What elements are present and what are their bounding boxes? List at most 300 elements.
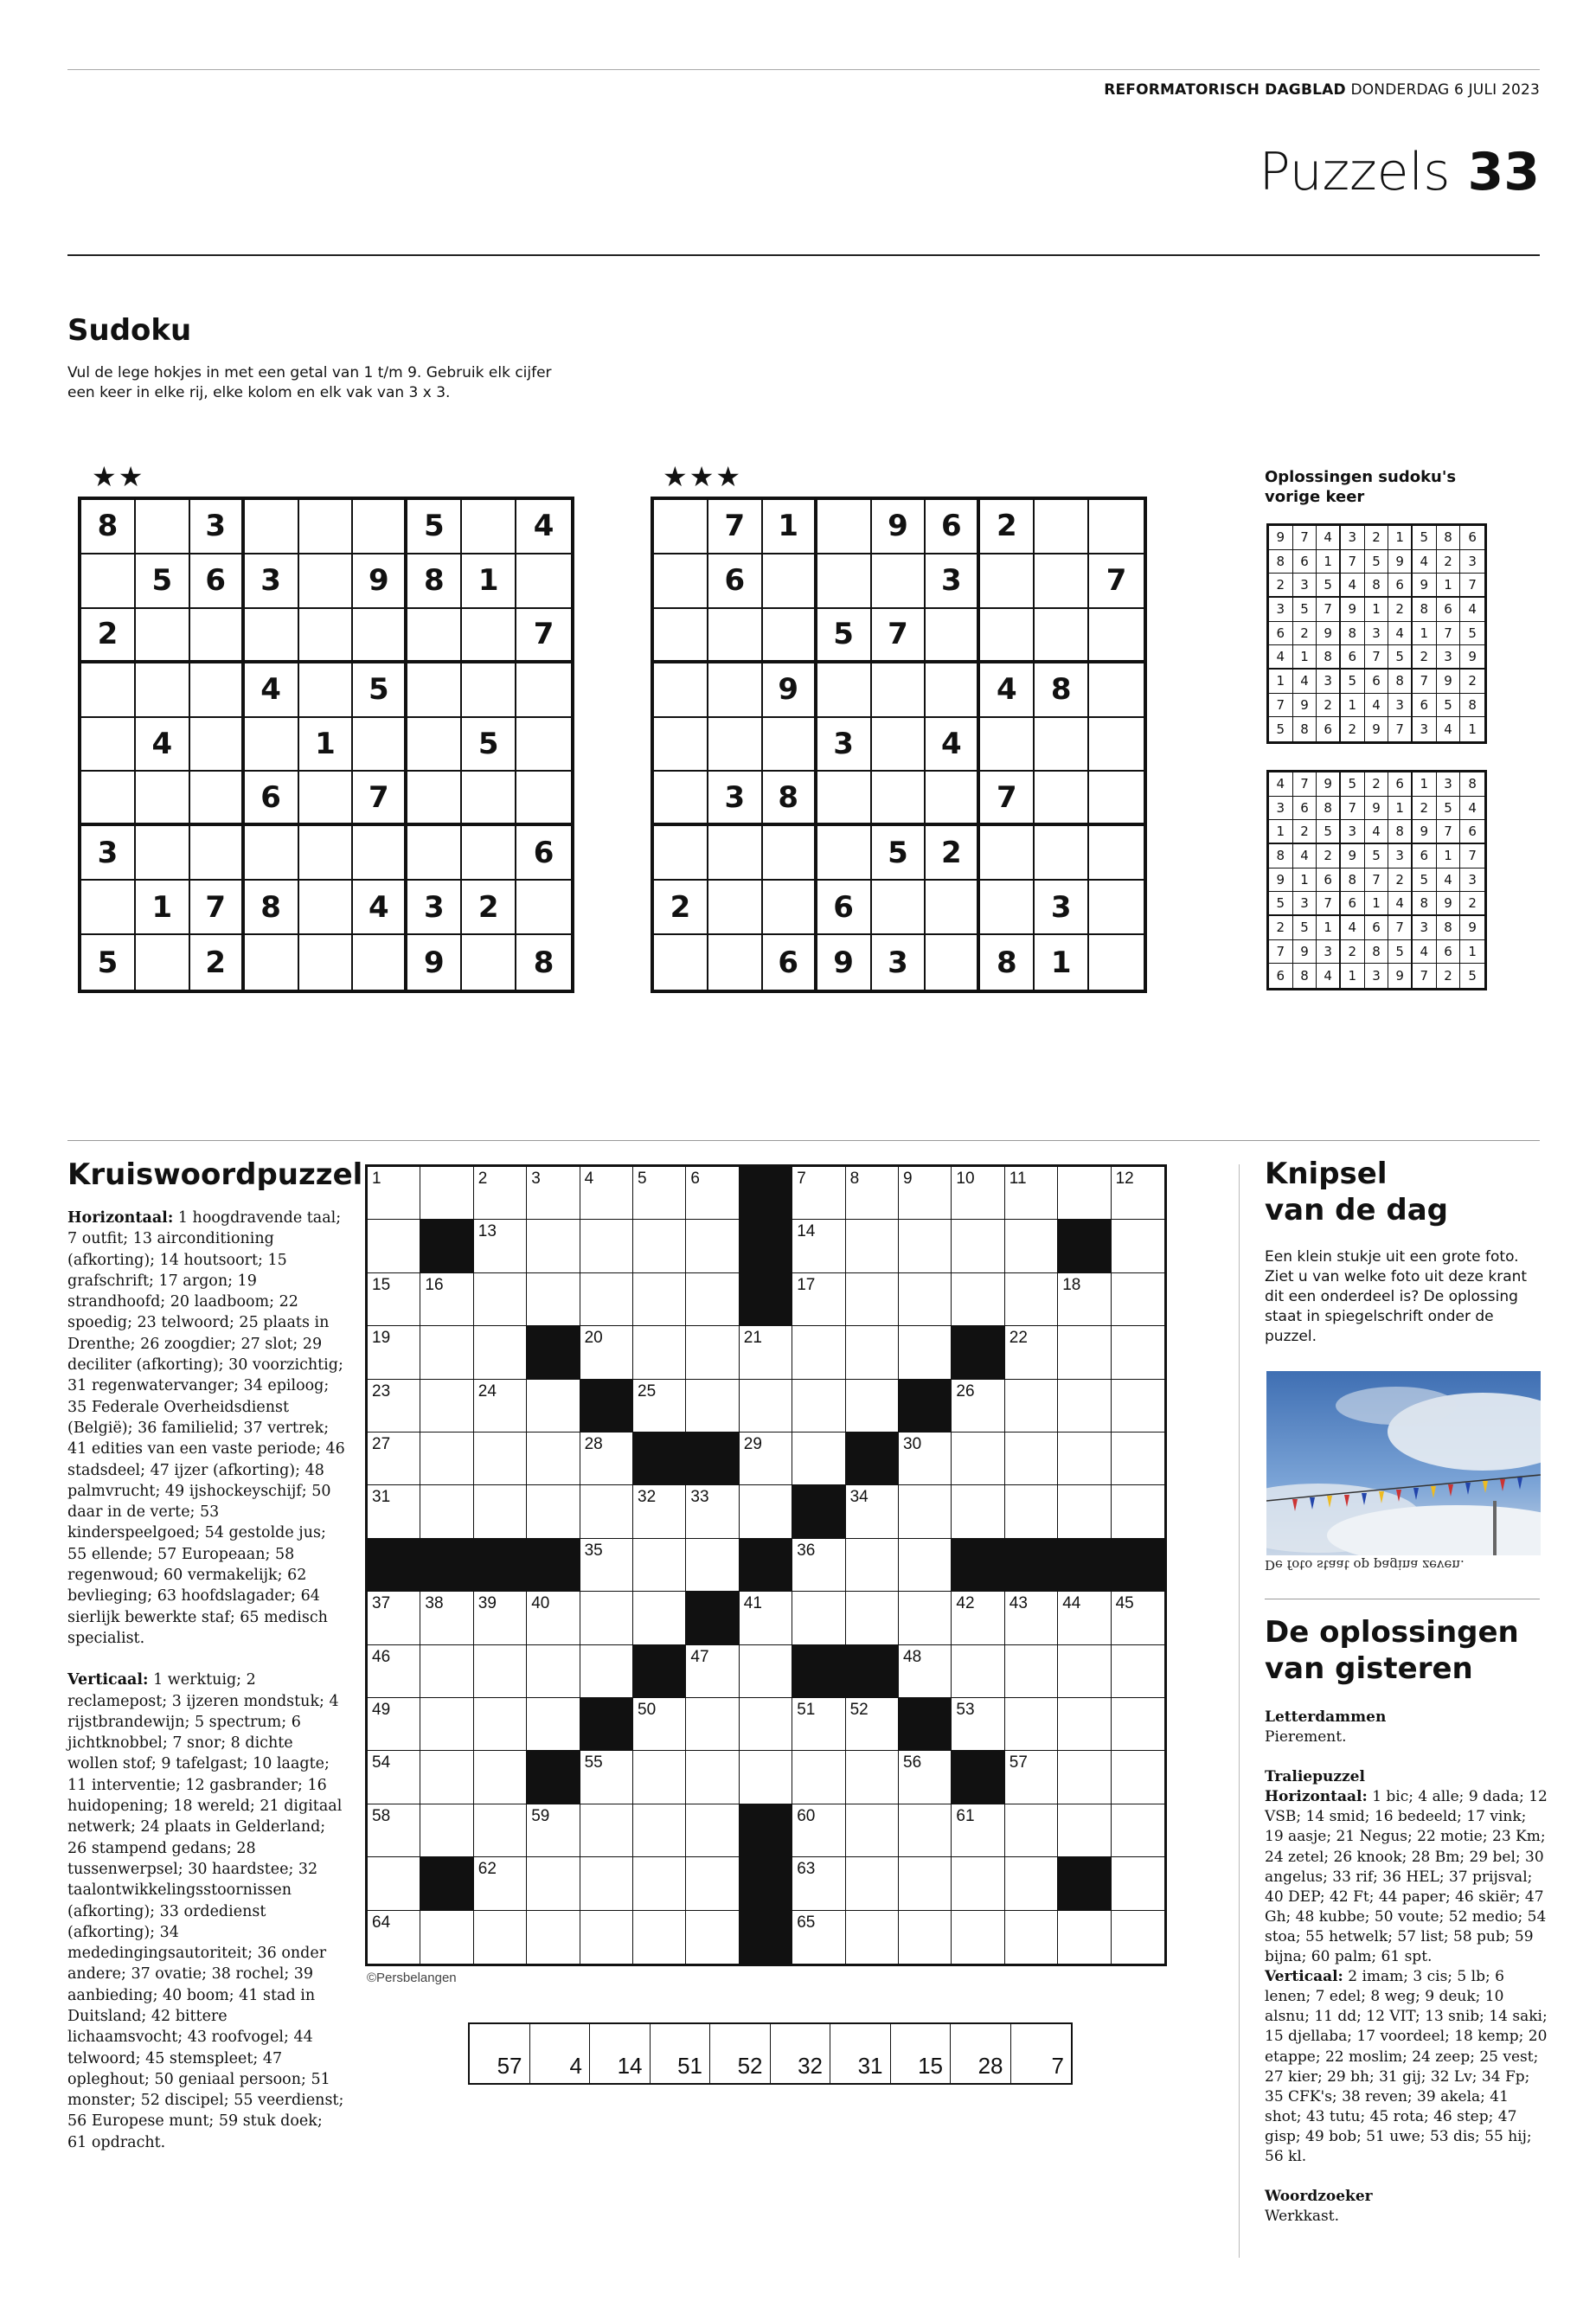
crossword-cell[interactable] <box>846 1857 899 1910</box>
crossword-cell[interactable] <box>368 1380 420 1433</box>
crossword-cell[interactable] <box>1058 1326 1111 1379</box>
sudoku1-cell[interactable] <box>462 772 516 826</box>
crossword-cell[interactable] <box>740 1645 792 1698</box>
crossword-cell[interactable] <box>1058 1645 1111 1698</box>
crossword-cell[interactable] <box>527 1645 580 1698</box>
sudoku2-cell[interactable] <box>654 772 708 826</box>
crossword-cell[interactable] <box>474 1326 527 1379</box>
crossword-cell[interactable] <box>1005 1220 1058 1272</box>
sudoku1-cell[interactable] <box>407 609 462 663</box>
crossword-cell[interactable] <box>368 1645 420 1698</box>
crossword-cell[interactable] <box>633 1485 686 1538</box>
crossword-cell[interactable] <box>420 1380 473 1433</box>
sudoku1-cell[interactable] <box>245 935 299 990</box>
crossword-cell[interactable] <box>580 1167 633 1220</box>
crossword-cell[interactable] <box>474 1273 527 1326</box>
sudoku1-cell[interactable] <box>190 772 245 826</box>
sudoku1-cell[interactable] <box>462 826 516 881</box>
solution-word-cell[interactable] <box>470 2024 530 2083</box>
sudoku1-cell[interactable] <box>299 500 354 554</box>
crossword-cell[interactable] <box>527 1433 580 1485</box>
crossword-cell[interactable] <box>368 1698 420 1751</box>
crossword-cell[interactable] <box>899 1167 952 1220</box>
crossword-cell[interactable] <box>474 1380 527 1433</box>
sudoku2-cell[interactable] <box>708 935 763 990</box>
crossword-cell[interactable] <box>474 1167 527 1220</box>
sudoku1-cell[interactable] <box>353 500 407 554</box>
crossword-cell[interactable] <box>792 1698 845 1751</box>
sudoku1-cell[interactable] <box>136 935 190 990</box>
sudoku1-cell[interactable] <box>299 826 354 881</box>
crossword-cell[interactable] <box>1058 1167 1111 1220</box>
crossword-cell[interactable] <box>686 1911 739 1964</box>
crossword-cell[interactable] <box>633 1857 686 1910</box>
crossword-cell[interactable] <box>792 1592 845 1644</box>
crossword-cell[interactable] <box>1112 1592 1164 1644</box>
sudoku1-cell[interactable] <box>81 718 136 772</box>
sudoku2-cell[interactable] <box>654 554 708 609</box>
sudoku2-cell[interactable] <box>980 718 1035 772</box>
sudoku1-cell[interactable] <box>245 718 299 772</box>
crossword-cell[interactable] <box>740 1698 792 1751</box>
sudoku2-cell[interactable] <box>872 718 926 772</box>
crossword-cell[interactable] <box>846 1167 899 1220</box>
sudoku1-cell[interactable] <box>299 881 354 935</box>
crossword-cell[interactable] <box>952 1220 1004 1272</box>
crossword-cell[interactable] <box>420 1433 473 1485</box>
crossword-cell[interactable] <box>580 1911 633 1964</box>
crossword-cell[interactable] <box>527 1804 580 1857</box>
crossword-cell[interactable] <box>474 1592 527 1644</box>
crossword-cell[interactable] <box>686 1751 739 1804</box>
crossword-cell[interactable] <box>633 1804 686 1857</box>
sudoku1-cell[interactable] <box>190 609 245 663</box>
sudoku1-cell[interactable] <box>136 772 190 826</box>
crossword-cell[interactable] <box>580 1220 633 1272</box>
sudoku1-cell[interactable] <box>81 663 136 718</box>
crossword-cell[interactable] <box>686 1485 739 1538</box>
solution-word-cell[interactable] <box>710 2024 771 2083</box>
crossword-cell[interactable] <box>1112 1167 1164 1220</box>
crossword-cell[interactable] <box>580 1592 633 1644</box>
crossword-cell[interactable] <box>952 1273 1004 1326</box>
sudoku1-cell[interactable] <box>245 826 299 881</box>
crossword-cell[interactable] <box>474 1751 527 1804</box>
sudoku1-cell[interactable] <box>190 663 245 718</box>
crossword-cell[interactable] <box>1058 1592 1111 1644</box>
crossword-cell[interactable] <box>792 1380 845 1433</box>
sudoku1-cell[interactable] <box>299 935 354 990</box>
crossword-cell[interactable] <box>633 1326 686 1379</box>
crossword-cell[interactable] <box>792 1167 845 1220</box>
sudoku2-cell[interactable] <box>763 826 817 881</box>
crossword-cell[interactable] <box>1058 1433 1111 1485</box>
crossword-cell[interactable] <box>1058 1911 1111 1964</box>
crossword-cell[interactable] <box>368 1751 420 1804</box>
crossword-cell[interactable] <box>633 1220 686 1272</box>
crossword-cell[interactable] <box>686 1698 739 1751</box>
sudoku1-cell[interactable] <box>299 772 354 826</box>
crossword-cell[interactable] <box>1058 1698 1111 1751</box>
crossword-cell[interactable] <box>846 1326 899 1379</box>
sudoku2-cell[interactable] <box>1035 718 1089 772</box>
sudoku2-cell[interactable] <box>926 772 980 826</box>
crossword-cell[interactable] <box>1112 1220 1164 1272</box>
sudoku1-cell[interactable] <box>81 881 136 935</box>
sudoku1-cell[interactable] <box>516 663 571 718</box>
crossword-cell[interactable] <box>1058 1804 1111 1857</box>
crossword-cell[interactable] <box>420 1804 473 1857</box>
sudoku2-cell[interactable] <box>1035 609 1089 663</box>
crossword-cell[interactable] <box>474 1857 527 1910</box>
sudoku-grid-2[interactable] <box>651 497 1147 993</box>
crossword-cell[interactable] <box>1058 1273 1111 1326</box>
crossword-cell[interactable] <box>368 1485 420 1538</box>
solution-word-cell[interactable] <box>891 2024 952 2083</box>
sudoku1-cell[interactable] <box>516 554 571 609</box>
crossword-cell[interactable] <box>899 1485 952 1538</box>
crossword-cell[interactable] <box>368 1592 420 1644</box>
sudoku2-cell[interactable] <box>708 881 763 935</box>
crossword-cell[interactable] <box>740 1751 792 1804</box>
sudoku1-cell[interactable] <box>299 609 354 663</box>
crossword-cell[interactable] <box>686 1273 739 1326</box>
sudoku-grid-1[interactable] <box>78 497 574 993</box>
sudoku2-cell[interactable] <box>654 718 708 772</box>
crossword-cell[interactable] <box>1112 1380 1164 1433</box>
sudoku2-cell[interactable] <box>654 663 708 718</box>
crossword-cell[interactable] <box>527 1857 580 1910</box>
solution-word-cell[interactable] <box>1011 2024 1072 2083</box>
sudoku2-cell[interactable] <box>654 500 708 554</box>
sudoku1-cell[interactable] <box>245 500 299 554</box>
crossword-cell[interactable] <box>580 1857 633 1910</box>
crossword-cell[interactable] <box>846 1220 899 1272</box>
sudoku1-cell[interactable] <box>407 718 462 772</box>
sudoku1-cell[interactable] <box>407 826 462 881</box>
crossword-cell[interactable] <box>474 1433 527 1485</box>
crossword-cell[interactable] <box>368 1857 420 1910</box>
sudoku1-cell[interactable] <box>516 881 571 935</box>
crossword-cell[interactable] <box>633 1273 686 1326</box>
crossword-cell[interactable] <box>633 1539 686 1592</box>
crossword-cell[interactable] <box>1005 1380 1058 1433</box>
crossword-cell[interactable] <box>846 1751 899 1804</box>
sudoku1-cell[interactable] <box>190 826 245 881</box>
sudoku1-cell[interactable] <box>245 609 299 663</box>
crossword-cell[interactable] <box>686 1539 739 1592</box>
crossword-cell[interactable] <box>633 1698 686 1751</box>
crossword-cell[interactable] <box>1112 1751 1164 1804</box>
crossword-cell[interactable] <box>740 1433 792 1485</box>
crossword-cell[interactable] <box>686 1380 739 1433</box>
crossword-cell[interactable] <box>580 1539 633 1592</box>
crossword-cell[interactable] <box>740 1380 792 1433</box>
sudoku2-cell[interactable] <box>654 826 708 881</box>
sudoku2-cell[interactable] <box>872 772 926 826</box>
solution-word-cell[interactable] <box>771 2024 831 2083</box>
sudoku1-cell[interactable] <box>136 826 190 881</box>
crossword-cell[interactable] <box>846 1485 899 1538</box>
crossword-cell[interactable] <box>686 1167 739 1220</box>
solution-word-cell[interactable] <box>590 2024 651 2083</box>
crossword-cell[interactable] <box>527 1273 580 1326</box>
crossword-cell[interactable] <box>952 1380 1004 1433</box>
sudoku2-cell[interactable] <box>926 881 980 935</box>
sudoku1-cell[interactable] <box>407 772 462 826</box>
crossword-cell[interactable] <box>1058 1751 1111 1804</box>
crossword-cell[interactable] <box>527 1380 580 1433</box>
crossword-cell[interactable] <box>792 1804 845 1857</box>
crossword-cell[interactable] <box>420 1167 473 1220</box>
crossword-cell[interactable] <box>952 1911 1004 1964</box>
crossword-cell[interactable] <box>420 1645 473 1698</box>
crossword-cell[interactable] <box>1112 1273 1164 1326</box>
crossword-cell[interactable] <box>474 1485 527 1538</box>
sudoku1-cell[interactable] <box>136 609 190 663</box>
crossword-cell[interactable] <box>633 1592 686 1644</box>
solution-word-cell[interactable] <box>830 2024 891 2083</box>
sudoku2-cell[interactable] <box>654 935 708 990</box>
sudoku2-cell[interactable] <box>926 609 980 663</box>
sudoku2-cell[interactable] <box>1089 500 1144 554</box>
crossword-cell[interactable] <box>792 1433 845 1485</box>
sudoku2-cell[interactable] <box>763 554 817 609</box>
sudoku2-cell[interactable] <box>817 663 872 718</box>
crossword-cell[interactable] <box>1005 1433 1058 1485</box>
sudoku1-cell[interactable] <box>81 554 136 609</box>
sudoku2-cell[interactable] <box>872 881 926 935</box>
crossword-cell[interactable] <box>846 1539 899 1592</box>
crossword-cell[interactable] <box>899 1273 952 1326</box>
sudoku2-cell[interactable] <box>980 881 1035 935</box>
crossword-cell[interactable] <box>952 1592 1004 1644</box>
crossword-cell[interactable] <box>633 1167 686 1220</box>
crossword-cell[interactable] <box>368 1804 420 1857</box>
solution-word-cell[interactable] <box>651 2024 711 2083</box>
solution-word-cell[interactable] <box>951 2024 1011 2083</box>
sudoku1-cell[interactable] <box>353 718 407 772</box>
crossword-cell[interactable] <box>1112 1911 1164 1964</box>
sudoku2-cell[interactable] <box>980 554 1035 609</box>
crossword-cell[interactable] <box>899 1220 952 1272</box>
crossword-cell[interactable] <box>899 1433 952 1485</box>
crossword-cell[interactable] <box>420 1592 473 1644</box>
sudoku1-cell[interactable] <box>299 663 354 718</box>
crossword-cell[interactable] <box>420 1485 473 1538</box>
crossword-cell[interactable] <box>527 1911 580 1964</box>
crossword-cell[interactable] <box>952 1645 1004 1698</box>
crossword-cell[interactable] <box>899 1911 952 1964</box>
crossword-cell[interactable] <box>1058 1485 1111 1538</box>
sudoku2-cell[interactable] <box>1035 554 1089 609</box>
crossword-cell[interactable] <box>474 1698 527 1751</box>
crossword-cell[interactable] <box>580 1433 633 1485</box>
crossword-cell[interactable] <box>580 1645 633 1698</box>
sudoku2-cell[interactable] <box>1089 718 1144 772</box>
crossword-cell[interactable] <box>899 1326 952 1379</box>
sudoku2-cell[interactable] <box>708 663 763 718</box>
sudoku1-cell[interactable] <box>462 500 516 554</box>
crossword-cell[interactable] <box>899 1592 952 1644</box>
crossword-cell[interactable] <box>1005 1751 1058 1804</box>
crossword-cell[interactable] <box>1005 1804 1058 1857</box>
sudoku1-cell[interactable] <box>136 663 190 718</box>
crossword-cell[interactable] <box>474 1804 527 1857</box>
crossword-cell[interactable] <box>527 1592 580 1644</box>
crossword-cell[interactable] <box>792 1273 845 1326</box>
sudoku1-cell[interactable] <box>353 609 407 663</box>
crossword-grid[interactable] <box>365 1164 1167 1966</box>
crossword-cell[interactable] <box>792 1857 845 1910</box>
crossword-cell[interactable] <box>792 1751 845 1804</box>
sudoku2-cell[interactable] <box>872 554 926 609</box>
sudoku2-cell[interactable] <box>817 826 872 881</box>
crossword-cell[interactable] <box>527 1698 580 1751</box>
crossword-cell[interactable] <box>1005 1326 1058 1379</box>
sudoku1-cell[interactable] <box>516 718 571 772</box>
crossword-cell[interactable] <box>1112 1698 1164 1751</box>
crossword-cell[interactable] <box>527 1167 580 1220</box>
crossword-cell[interactable] <box>792 1220 845 1272</box>
crossword-cell[interactable] <box>420 1911 473 1964</box>
crossword-cell[interactable] <box>1005 1167 1058 1220</box>
crossword-cell[interactable] <box>846 1380 899 1433</box>
crossword-cell[interactable] <box>368 1167 420 1220</box>
crossword-cell[interactable] <box>580 1804 633 1857</box>
crossword-cell[interactable] <box>792 1911 845 1964</box>
crossword-cell[interactable] <box>952 1433 1004 1485</box>
crossword-cell[interactable] <box>899 1751 952 1804</box>
crossword-cell[interactable] <box>368 1433 420 1485</box>
crossword-cell[interactable] <box>952 1698 1004 1751</box>
sudoku2-cell[interactable] <box>763 718 817 772</box>
crossword-cell[interactable] <box>368 1220 420 1272</box>
sudoku1-cell[interactable] <box>462 609 516 663</box>
crossword-cell[interactable] <box>633 1751 686 1804</box>
sudoku2-cell[interactable] <box>980 609 1035 663</box>
sudoku2-cell[interactable] <box>1035 772 1089 826</box>
crossword-cell[interactable] <box>1005 1911 1058 1964</box>
sudoku1-cell[interactable] <box>407 663 462 718</box>
crossword-cell[interactable] <box>580 1751 633 1804</box>
crossword-cell[interactable] <box>740 1326 792 1379</box>
crossword-cell[interactable] <box>1058 1380 1111 1433</box>
crossword-cell[interactable] <box>899 1645 952 1698</box>
crossword-cell[interactable] <box>420 1698 473 1751</box>
crossword-cell[interactable] <box>420 1751 473 1804</box>
sudoku1-cell[interactable] <box>462 663 516 718</box>
sudoku2-cell[interactable] <box>1035 500 1089 554</box>
crossword-cell[interactable] <box>580 1485 633 1538</box>
crossword-cell[interactable] <box>1005 1592 1058 1644</box>
sudoku1-cell[interactable] <box>462 935 516 990</box>
crossword-cell[interactable] <box>846 1592 899 1644</box>
crossword-cell[interactable] <box>686 1326 739 1379</box>
sudoku2-cell[interactable] <box>763 881 817 935</box>
crossword-cell[interactable] <box>368 1911 420 1964</box>
crossword-cell[interactable] <box>740 1592 792 1644</box>
sudoku2-cell[interactable] <box>708 718 763 772</box>
sudoku2-cell[interactable] <box>1089 772 1144 826</box>
crossword-cell[interactable] <box>1112 1485 1164 1538</box>
crossword-cell[interactable] <box>420 1273 473 1326</box>
sudoku1-cell[interactable] <box>353 935 407 990</box>
crossword-cell[interactable] <box>474 1911 527 1964</box>
crossword-cell[interactable] <box>633 1911 686 1964</box>
crossword-cell[interactable] <box>846 1273 899 1326</box>
crossword-cell[interactable] <box>527 1220 580 1272</box>
crossword-cell[interactable] <box>1005 1485 1058 1538</box>
crossword-cell[interactable] <box>1112 1804 1164 1857</box>
sudoku1-cell[interactable] <box>81 772 136 826</box>
crossword-cell[interactable] <box>686 1857 739 1910</box>
crossword-cell[interactable] <box>899 1804 952 1857</box>
sudoku2-cell[interactable] <box>1089 826 1144 881</box>
sudoku2-cell[interactable] <box>872 663 926 718</box>
crossword-cell[interactable] <box>420 1326 473 1379</box>
sudoku1-cell[interactable] <box>136 500 190 554</box>
sudoku2-cell[interactable] <box>926 663 980 718</box>
sudoku2-cell[interactable] <box>817 554 872 609</box>
crossword-cell[interactable] <box>633 1380 686 1433</box>
crossword-cell[interactable] <box>1112 1857 1164 1910</box>
crossword-cell[interactable] <box>368 1326 420 1379</box>
crossword-cell[interactable] <box>686 1645 739 1698</box>
crossword-cell[interactable] <box>952 1857 1004 1910</box>
sudoku2-cell[interactable] <box>763 609 817 663</box>
sudoku2-cell[interactable] <box>1089 935 1144 990</box>
crossword-cell[interactable] <box>686 1804 739 1857</box>
sudoku2-cell[interactable] <box>1089 663 1144 718</box>
sudoku2-cell[interactable] <box>980 826 1035 881</box>
crossword-cell[interactable] <box>899 1857 952 1910</box>
crossword-cell[interactable] <box>899 1539 952 1592</box>
crossword-cell[interactable] <box>952 1485 1004 1538</box>
crossword-cell[interactable] <box>792 1326 845 1379</box>
crossword-cell[interactable] <box>846 1911 899 1964</box>
sudoku2-cell[interactable] <box>708 826 763 881</box>
crossword-cell[interactable] <box>580 1273 633 1326</box>
crossword-cell[interactable] <box>474 1645 527 1698</box>
crossword-cell[interactable] <box>1112 1326 1164 1379</box>
crossword-cell[interactable] <box>1112 1433 1164 1485</box>
crossword-cell[interactable] <box>686 1220 739 1272</box>
crossword-cell[interactable] <box>1005 1273 1058 1326</box>
crossword-cell[interactable] <box>846 1804 899 1857</box>
solution-word-cell[interactable] <box>530 2024 591 2083</box>
crossword-cell[interactable] <box>527 1485 580 1538</box>
crossword-cell[interactable] <box>846 1698 899 1751</box>
crossword-cell[interactable] <box>1005 1698 1058 1751</box>
sudoku2-cell[interactable] <box>1035 826 1089 881</box>
sudoku2-cell[interactable] <box>654 609 708 663</box>
crossword-cell[interactable] <box>1005 1857 1058 1910</box>
crossword-cell[interactable] <box>952 1804 1004 1857</box>
sudoku1-cell[interactable] <box>190 718 245 772</box>
crossword-cell[interactable] <box>1112 1645 1164 1698</box>
crossword-cell[interactable] <box>474 1220 527 1272</box>
sudoku1-cell[interactable] <box>299 554 354 609</box>
sudoku2-cell[interactable] <box>708 609 763 663</box>
crossword-cell[interactable] <box>792 1539 845 1592</box>
crossword-cell[interactable] <box>368 1273 420 1326</box>
sudoku1-cell[interactable] <box>353 826 407 881</box>
sudoku1-cell[interactable] <box>516 772 571 826</box>
sudoku2-cell[interactable] <box>1089 609 1144 663</box>
crossword-cell[interactable] <box>580 1326 633 1379</box>
sudoku2-cell[interactable] <box>817 772 872 826</box>
